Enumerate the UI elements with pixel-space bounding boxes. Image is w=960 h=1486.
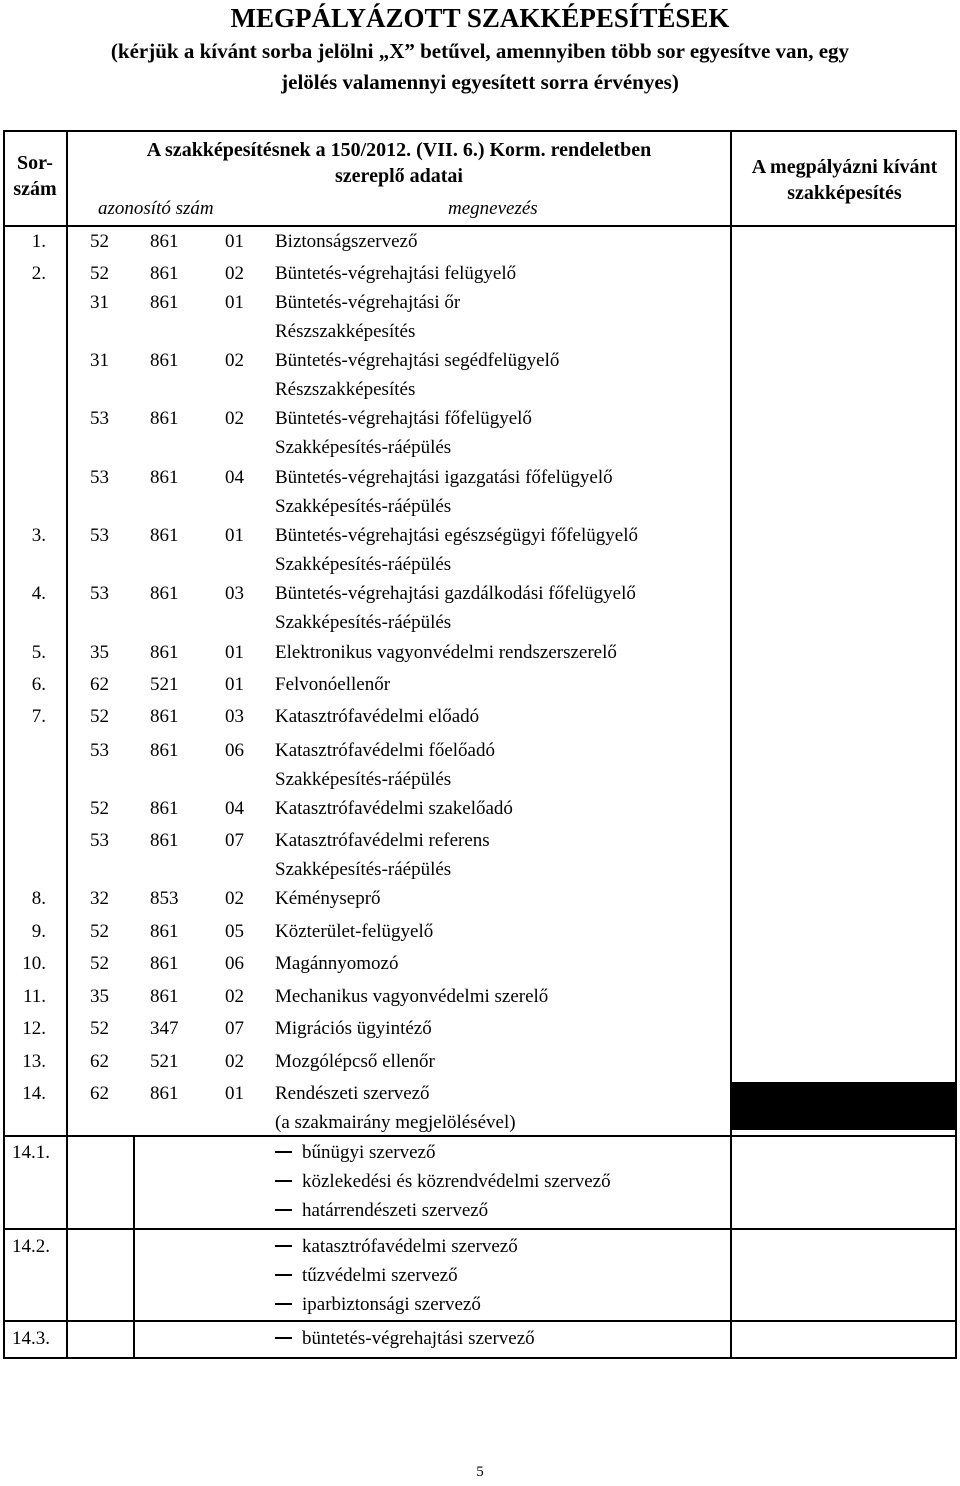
subgroup-item [275, 1327, 535, 1351]
id-part-2: 861 [150, 467, 179, 488]
id-part-1: 52 [90, 706, 109, 727]
qualification-name: Magánnyomozó [275, 953, 399, 974]
page-title: MEGPÁLYÁZOTT SZAKKÉPESÍTÉSEK [230, 3, 730, 33]
qualification-name: Kéményseprő [275, 888, 381, 909]
id-part-1: 31 [90, 350, 109, 371]
id-part-1: 53 [90, 408, 109, 429]
qualification-type: Szakképesítés-ráépülés [275, 769, 452, 790]
subgroup-number: 14.1. [12, 1142, 50, 1163]
id-part-1: 53 [90, 467, 109, 488]
id-part-1: 62 [90, 1083, 109, 1104]
qualification-name: Mechanikus vagyonvédelmi szerelő [275, 986, 549, 1007]
qualification-type: Szakképesítés-ráépülés [275, 554, 452, 575]
row-number: 11. [22, 986, 46, 1007]
dash-bullet [275, 1303, 292, 1305]
qualification-name: Mozgólépcső ellenőr [275, 1051, 435, 1072]
id-part-2: 861 [150, 231, 179, 252]
subgroup-item [275, 1170, 611, 1194]
id-part-3: 02 [225, 408, 244, 429]
subgroup-item-label: bűnügyi szervező [302, 1142, 436, 1163]
subgroup-item [275, 1293, 481, 1317]
header-id-label: azonosító szám [98, 198, 214, 219]
id-part-2: 861 [150, 921, 179, 942]
row-number: 7. [31, 706, 46, 727]
dash-bullet [275, 1245, 292, 1247]
page-number: 5 [476, 1464, 484, 1480]
id-part-1: 53 [90, 740, 109, 761]
id-part-1: 62 [90, 674, 109, 695]
divider-after-number [66, 130, 68, 1359]
id-part-2: 861 [150, 953, 179, 974]
id-part-2: 861 [150, 263, 179, 284]
qualification-name: Büntetés-végrehajtási főfelügyelő [275, 408, 532, 429]
subgroup-item [275, 1235, 518, 1259]
dash-bullet [275, 1274, 292, 1276]
id-part-1: 52 [90, 231, 109, 252]
subtitle-line-1: (kérjük a kívánt sorba jelölni „X” betűvel, amennyiben több sor egyesítve van, egy [110, 39, 850, 63]
row-number: 10. [22, 953, 46, 974]
subgroup-number: 14.3. [12, 1328, 50, 1349]
row-line-14-2 [3, 1320, 957, 1322]
dash-bullet [275, 1209, 292, 1211]
id-part-3: 01 [225, 1083, 244, 1104]
id-part-1: 35 [90, 642, 109, 663]
subgroup-item [275, 1264, 458, 1288]
id-part-2: 861 [150, 525, 179, 546]
subgroup-item-label: tűzvédelmi szervező [302, 1265, 458, 1286]
qualification-name: Rendészeti szervező [275, 1083, 430, 1104]
row-number: 6. [31, 674, 46, 695]
id-part-3: 03 [225, 706, 244, 727]
id-part-3: 06 [225, 953, 244, 974]
id-part-3: 04 [225, 798, 244, 819]
id-part-3: 02 [225, 350, 244, 371]
id-part-3: 02 [225, 1051, 244, 1072]
id-part-1: 35 [90, 986, 109, 1007]
selection-marked-cell [732, 1082, 957, 1130]
qualification-type: Szakképesítés-ráépülés [275, 859, 452, 880]
qualification-type: (a szakmairány megjelölésével) [275, 1112, 516, 1133]
subgroup-item [275, 1141, 435, 1165]
qualification-name: Katasztrófavédelmi szakelőadó [275, 798, 513, 819]
qualification-type: Szakképesítés-ráépülés [275, 437, 452, 458]
header-choice [732, 154, 957, 206]
qualification-name: Katasztrófavédelmi előadó [275, 706, 480, 727]
row-line-14 [3, 1135, 957, 1137]
id-part-3: 02 [225, 263, 244, 284]
header-registry [68, 137, 730, 189]
divider-before-selection [730, 130, 732, 1359]
row-number: 13. [22, 1051, 46, 1072]
dash-bullet [275, 1337, 292, 1339]
id-part-2: 861 [150, 830, 179, 851]
qualification-name: Büntetés-végrehajtási gazdálkodási főfelügyelő [275, 583, 636, 604]
row-number: 9. [31, 921, 46, 942]
id-part-3: 07 [225, 1018, 244, 1039]
qualification-name: Elektronikus vagyonvédelmi rendszerszerelő [275, 642, 617, 663]
id-part-1: 53 [90, 830, 109, 851]
qualification-name: Katasztrófavédelmi referens [275, 830, 490, 851]
qualification-name: Biztonságszervező [275, 231, 418, 252]
row-number: 2. [31, 263, 46, 284]
id-part-1: 62 [90, 1051, 109, 1072]
qualification-type: Szakképesítés-ráépülés [275, 496, 452, 517]
id-part-3: 04 [225, 467, 244, 488]
id-part-1: 53 [90, 583, 109, 604]
header-sorszam-1: Sor- [17, 152, 53, 174]
subgroup-item-label: határrendészeti szervező [302, 1200, 489, 1221]
subgroup-item-label: közlekedési és közrendvédelmi szervező [302, 1171, 611, 1192]
id-part-3: 05 [225, 921, 244, 942]
dash-bullet [275, 1180, 292, 1182]
qualification-type: Szakképesítés-ráépülés [275, 612, 452, 633]
id-part-3: 02 [225, 888, 244, 909]
header-choice-1: A megpályázni kívánt [751, 156, 938, 178]
header-registry-1: A szakképesítésnek a 150/2012. (VII. 6.) Korm. rendeletben [146, 139, 652, 161]
row-number: 14. [22, 1083, 46, 1104]
header-registry-2: szereplő adatai [335, 165, 463, 187]
id-part-1: 53 [90, 525, 109, 546]
id-part-3: 01 [225, 674, 244, 695]
qualification-type: Részszakképesítés [275, 379, 416, 400]
qualification-name: Közterület-felügyelő [275, 921, 434, 942]
qualification-name: Büntetés-végrehajtási segédfelügyelő [275, 350, 560, 371]
subgroup-item-label: iparbiztonsági szervező [302, 1294, 481, 1315]
qualification-name: Migrációs ügyintéző [275, 1018, 432, 1039]
subtitle-line-2: jelölés valamennyi egyesített sorra érvényes) [281, 70, 679, 94]
id-part-3: 02 [225, 986, 244, 1007]
qualification-name: Büntetés-végrehajtási igazgatási főfelügyelő [275, 467, 613, 488]
row-number: 12. [22, 1018, 46, 1039]
id-part-3: 01 [225, 525, 244, 546]
id-part-2: 861 [150, 408, 179, 429]
id-part-3: 03 [225, 583, 244, 604]
id-part-2: 861 [150, 350, 179, 371]
row-number: 5. [31, 642, 46, 663]
header-bottom-line [3, 225, 957, 227]
id-part-3: 01 [225, 642, 244, 663]
header-choice-2: szakképesítés [787, 182, 902, 204]
subgroup-item-label: büntetés-végrehajtási szervező [302, 1328, 535, 1349]
id-part-2: 347 [150, 1018, 179, 1039]
id-part-2: 861 [150, 642, 179, 663]
header-sorszam [4, 150, 66, 202]
header-name-label: megnevezés [448, 198, 538, 219]
qualification-name: Büntetés-végrehajtási felügyelő [275, 263, 517, 284]
subgroup-number: 14.2. [12, 1236, 50, 1257]
dash-bullet [275, 1151, 292, 1153]
id-part-2: 521 [150, 1051, 179, 1072]
id-part-3: 06 [225, 740, 244, 761]
id-part-2: 861 [150, 292, 179, 313]
id-part-1: 31 [90, 292, 109, 313]
qualification-name: Felvonóellenőr [275, 674, 391, 695]
subgroup-item-label: katasztrófavédelmi szervező [302, 1236, 518, 1257]
id-part-1: 52 [90, 953, 109, 974]
qualification-type: Részszakképesítés [275, 321, 416, 342]
id-part-1: 52 [90, 263, 109, 284]
id-part-3: 01 [225, 231, 244, 252]
qualification-name: Büntetés-végrehajtási őr [275, 292, 461, 313]
subgroup-item [275, 1199, 488, 1223]
id-part-1: 52 [90, 921, 109, 942]
id-part-1: 32 [90, 888, 109, 909]
header-sorszam-2: szám [13, 178, 57, 200]
id-part-2: 853 [150, 888, 179, 909]
divider-subgroup [133, 1135, 135, 1359]
qualification-name: Katasztrófavédelmi főelőadó [275, 740, 495, 761]
id-part-2: 861 [150, 986, 179, 1007]
id-part-2: 861 [150, 740, 179, 761]
id-part-2: 521 [150, 674, 179, 695]
page-subtitle [40, 36, 920, 98]
qualification-name: Büntetés-végrehajtási egészségügyi főfelügyelő [275, 525, 638, 546]
row-number: 3. [31, 525, 46, 546]
id-part-2: 861 [150, 798, 179, 819]
row-line-14-1 [3, 1228, 957, 1230]
id-part-2: 861 [150, 583, 179, 604]
id-part-1: 52 [90, 1018, 109, 1039]
id-part-3: 07 [225, 830, 244, 851]
id-part-2: 861 [150, 1083, 179, 1104]
id-part-2: 861 [150, 706, 179, 727]
id-part-1: 52 [90, 798, 109, 819]
row-number: 1. [31, 231, 46, 252]
row-number: 8. [31, 888, 46, 909]
id-part-3: 01 [225, 292, 244, 313]
row-number: 4. [31, 583, 46, 604]
